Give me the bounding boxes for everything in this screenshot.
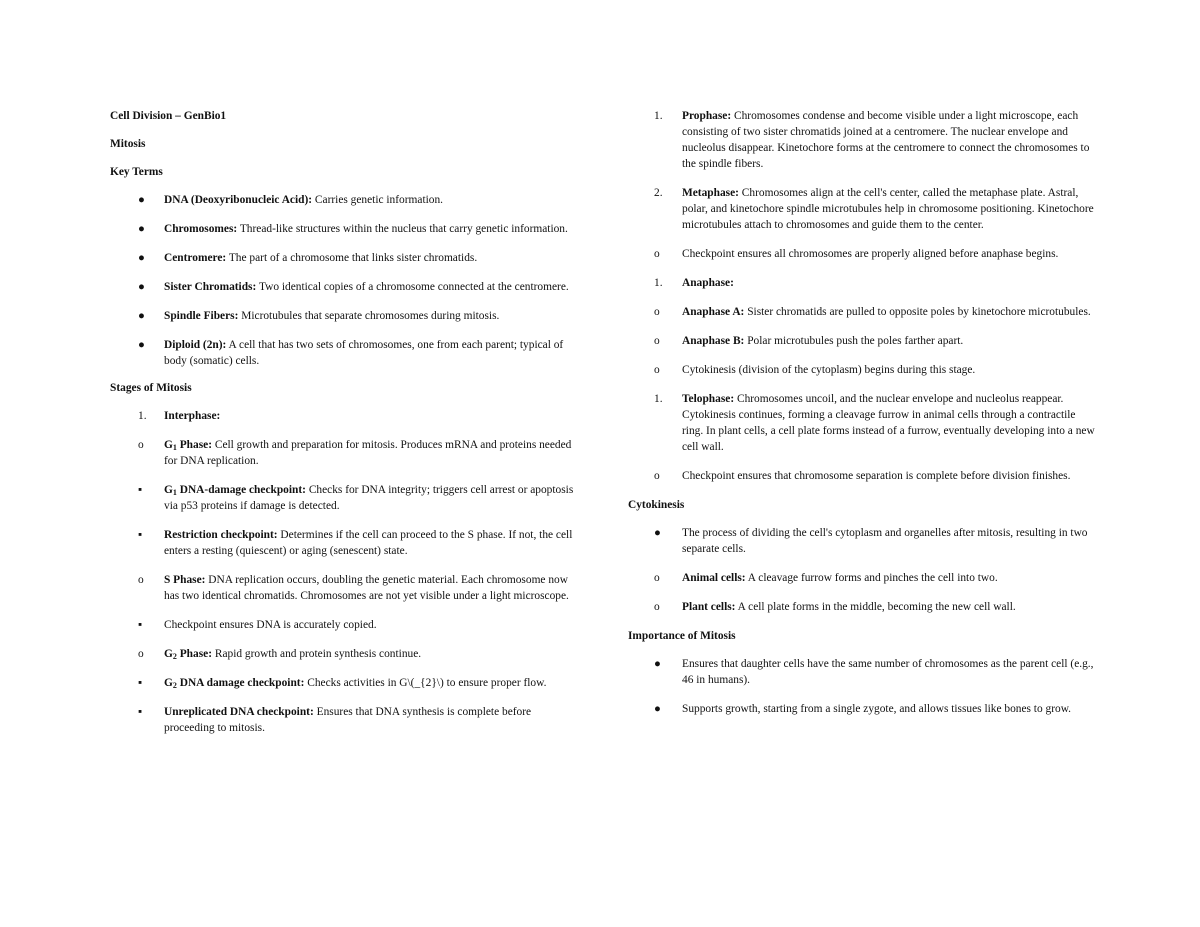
telophase-item [628,391,1098,455]
term-label: Anaphase A: [682,306,745,318]
circle-bullet-icon: o [138,439,144,451]
stages-heading: Stages of Mitosis [110,382,192,394]
bullet-dot-icon: ● [138,252,145,264]
list-number: 1. [138,410,147,422]
bullet-dot-icon: ● [654,658,661,670]
circle-bullet-icon: o [654,470,660,482]
anaphase-cytokinesis-item [628,362,1098,378]
interphase-item [110,408,580,424]
term-text: Cytokinesis (division of the cytoplasm) begins during this stage. [682,364,976,376]
term-text: Checkpoint ensures DNA is accurately copied. [164,619,377,631]
g1-phase-item [110,437,580,469]
key-term-item [110,221,580,237]
list-number: 1. [654,110,663,122]
term-text: Ensures that daughter cells have the same number of chromosomes as the parent cell (e.g., 46 in humans). [682,658,1094,686]
term-label: DNA (Deoxyribonucleic Acid): [164,194,313,206]
square-bullet-icon: ▪ [138,484,143,496]
term-text: Thread-like structures within the nucleus that carry genetic information. [237,223,568,235]
bullet-dot-icon: ● [138,194,145,206]
cytokinesis-intro-item [628,525,1098,557]
s-phase-item [110,572,580,604]
square-bullet-icon: ▪ [138,706,143,718]
prophase-item [628,108,1098,172]
term-text: DNA replication occurs, doubling the genetic material. Each chromosome now has two identical chromatids. Chromosomes are not yet visible under a light microscope. [164,574,569,602]
left-column [110,108,580,749]
document-title: Cell Division – GenBio1 [110,110,227,122]
anaphase-item [628,275,1098,291]
key-term-item [110,250,580,266]
key-term-item [110,308,580,324]
plant-cells-item [628,599,1098,615]
term-text: Microtubules that separate chromosomes during mitosis. [238,310,500,322]
term-text: Checkpoint ensures that chromosome separation is complete before division finishes. [682,470,1071,482]
key-term-item [110,337,580,369]
metaphase-item [628,185,1098,233]
term-text: Two identical copies of a chromosome connected at the centromere. [256,281,569,293]
term-label: Diploid (2n): [164,339,227,351]
bullet-dot-icon: ● [138,339,145,351]
term-label: Prophase: [682,110,732,122]
term-label: $G_1$ Phase: [164,439,212,452]
circle-bullet-icon: o [138,648,144,660]
term-text: Checkpoint ensures all chromosomes are properly aligned before anaphase begins. [682,248,1059,260]
bullet-dot-icon: ● [654,703,661,715]
term-label: Metaphase: [682,187,739,199]
term-text: A cleavage furrow forms and pinches the cell into two. [745,572,998,584]
circle-bullet-icon: o [138,574,144,586]
term-text: Carries genetic information. [312,194,444,206]
term-label: Animal cells: [682,572,746,584]
term-text: The process of dividing the cell's cytoplasm and organelles after mitosis, resulting in two separate cells. [682,527,1088,555]
g1-dna-checkpoint-item [110,482,580,514]
square-bullet-icon: ▪ [138,529,143,541]
interphase-label: Interphase: [164,410,221,422]
term-text: Sister chromatids are pulled to opposite poles by kinetochore microtubules. [744,306,1091,318]
restriction-checkpoint-item [110,527,580,559]
g2-dna-checkpoint-item [110,675,580,691]
term-text: A cell plate forms in the middle, becoming the new cell wall. [735,601,1016,613]
term-text: Chromosomes align at the cell's center, called the metaphase plate. Astral, polar, and kinetochore spindle microtubules help in chromosome positioning. Kinetochore microtubules attach to chromosomes and guide them to the center. [682,187,1094,231]
term-label: $G_2$ DNA damage checkpoint: [164,677,305,690]
circle-bullet-icon: o [654,572,660,584]
unreplicated-dna-checkpoint-item [110,704,580,736]
term-text: Checks activities in G\(_{2}\) to ensure proper flow. [304,677,547,689]
bullet-dot-icon: ● [138,310,145,322]
bullet-dot-icon: ● [654,527,661,539]
key-terms-heading: Key Terms [110,166,163,178]
s-checkpoint-item [110,617,580,633]
importance-item [628,656,1098,688]
term-text: Cell growth and preparation for mitosis. Produces mRNA and proteins needed for DNA replication. [164,439,572,467]
bullet-dot-icon: ● [138,223,145,235]
square-bullet-icon: ▪ [138,619,143,631]
circle-bullet-icon: o [654,601,660,613]
cytokinesis-heading: Cytokinesis [628,499,685,511]
term-label: Spindle Fibers: [164,310,239,322]
term-text: Determines if the cell can proceed to the S phase. If not, the cell enters a resting (quiescent) or aging (senescent) state. [164,529,573,557]
animal-cells-item [628,570,1098,586]
anaphase-a-item [628,304,1098,320]
list-number: 1. [654,393,663,405]
circle-bullet-icon: o [654,364,660,376]
list-number: 1. [654,277,663,289]
term-label: $G_1$ DNA-damage checkpoint: [164,484,306,497]
term-label: Centromere: [164,252,227,264]
g2-phase-item [110,646,580,662]
circle-bullet-icon: o [654,248,660,260]
term-label: Anaphase B: [682,335,745,347]
bullet-dot-icon: ● [138,281,145,293]
term-text: A cell that has two sets of chromosomes, one from each parent; typical of body (somatic) cells. [164,339,564,367]
list-number: 2. [654,187,663,199]
right-column [628,108,1098,730]
metaphase-checkpoint-item [628,246,1098,262]
square-bullet-icon: ▪ [138,677,143,689]
term-text: Supports growth, starting from a single zygote, and allows tissues like bones to grow. [682,703,1072,715]
key-terms-list [110,192,580,369]
term-label: Unreplicated DNA checkpoint: [164,706,314,718]
term-text: Polar microtubules push the poles farther apart. [744,335,964,347]
importance-heading: Importance of Mitosis [628,630,736,642]
term-label: Telophase: [682,393,735,405]
anaphase-b-item [628,333,1098,349]
mitosis-heading: Mitosis [110,138,146,150]
importance-item [628,701,1098,717]
term-text: Rapid growth and protein synthesis continue. [212,648,422,660]
term-label: S Phase: [164,574,206,586]
circle-bullet-icon: o [654,335,660,347]
term-text: Ensures that DNA synthesis is complete before proceeding to mitosis. [164,706,532,734]
term-label: $G_2$ Phase: [164,648,212,661]
term-label: Plant cells: [682,601,736,613]
key-term-item [110,279,580,295]
term-label: Restriction checkpoint: [164,529,278,541]
term-label: Sister Chromatids: [164,281,257,293]
key-term-item [110,192,580,208]
circle-bullet-icon: o [654,306,660,318]
term-label: Chromosomes: [164,223,238,235]
term-text: Chromosomes condense and become visible under a light microscope, each consisting of two sister chromatids joined at a centromere. The nuclear envelope and nucleolus disappear. Kinetochore forms at the centromere to connect the chromosomes to the spindle fibers. [682,110,1090,170]
telophase-checkpoint-item [628,468,1098,484]
term-text: Chromosomes uncoil, and the nuclear envelope and nucleolus reappear. Cytokinesis continues, forming a cleavage furrow in animal cells through a contractile ring. In plant cells, a cell plate forms instead of a furrow, eventually developing into a new cell wall. [682,393,1095,453]
term-text: Checks for DNA integrity; triggers cell arrest or apoptosis via p53 proteins if damage is detected. [164,484,574,512]
term-text: The part of a chromosome that links sister chromatids. [226,252,478,264]
anaphase-label: Anaphase: [682,277,734,289]
